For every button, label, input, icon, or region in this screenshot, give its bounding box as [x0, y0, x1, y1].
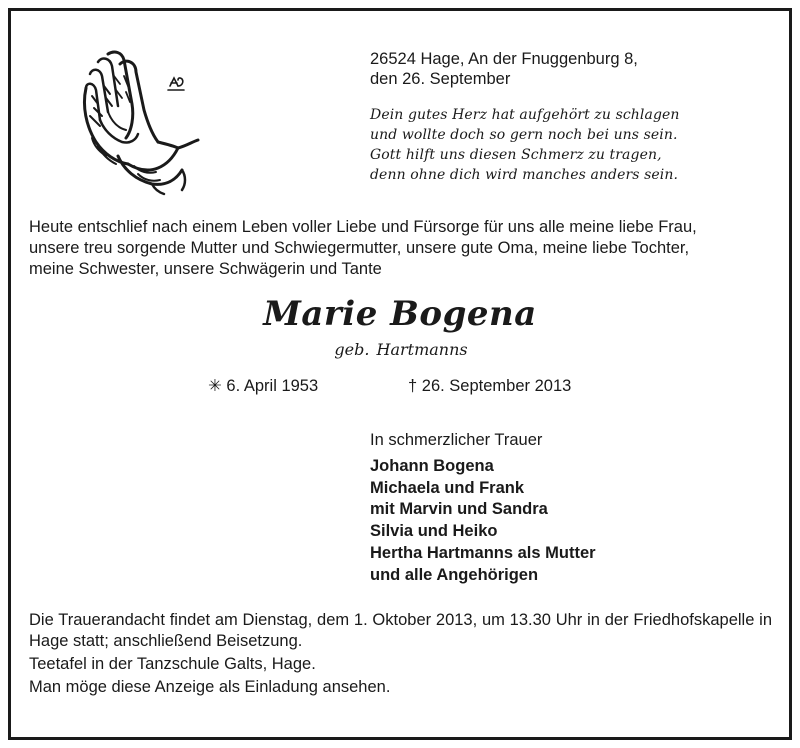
address-line: 26524 Hage, An der Fnuggenburg 8,: [370, 50, 638, 68]
deceased-name: Marie Bogena: [263, 294, 537, 334]
address-block: [370, 49, 638, 89]
mourners-list: [370, 456, 596, 586]
intro-text: [29, 217, 774, 280]
poem-line: Gott hilft uns diesen Schmerz zu tragen,: [370, 147, 662, 163]
intro-line: unsere treu sorgende Mutter und Schwiegermutter, unsere gute Oma, meine liebe Tochter,: [29, 239, 690, 257]
poem: [370, 105, 680, 185]
intro-line: Heute entschlief nach einem Leben voller Liebe und Fürsorge für uns alle meine liebe Frau,: [29, 218, 697, 236]
death-date: 26. September 2013: [421, 377, 572, 395]
death-cross-icon: †: [408, 377, 418, 395]
birth-date: 6. April 1953: [226, 377, 319, 395]
poem-line: denn ohne dich wird manches anders sein.: [370, 167, 679, 183]
poem-line: und wollte doch so gern noch bei uns sein.: [370, 127, 678, 143]
poem-line: Dein gutes Herz hat aufgehört zu schlagen: [370, 107, 680, 123]
death-date-line: [408, 376, 571, 396]
service-info: [29, 610, 772, 698]
mourners-lead: In schmerzlicher Trauer: [370, 431, 543, 449]
invitation-text: Man möge diese Anzeige als Einladung ansehen.: [29, 678, 391, 696]
mourner-name: Silvia und Heiko: [370, 522, 498, 540]
birth-star-icon: ✳: [208, 377, 222, 395]
reception-text: Teetafel in der Tanzschule Galts, Hage.: [29, 655, 316, 673]
maiden-name-line: [0, 340, 800, 360]
mourner-name: und alle Angehörigen: [370, 566, 539, 584]
mourners-block: [370, 430, 596, 586]
intro-line: meine Schwester, unsere Schwägerin und Tante: [29, 260, 382, 278]
mourner-name: mit Marvin und Sandra: [370, 500, 548, 518]
mourner-name: Hertha Hartmanns als Mutter: [370, 544, 596, 562]
mourner-name: Johann Bogena: [370, 457, 494, 475]
maiden-prefix: geb.: [334, 340, 370, 359]
birth-date-line: [208, 376, 318, 396]
ceremony-text: Die Trauerandacht findet am Dienstag, dem 1. Oktober 2013, um 13.30 Uhr in der Friedhofskapelle in Hage statt; anschließend Beisetzung.: [29, 611, 772, 650]
date-line: den 26. September: [370, 70, 511, 88]
praying-hands-icon: [78, 46, 208, 196]
mourner-name: Michaela und Frank: [370, 479, 525, 497]
maiden-name: Hartmanns: [376, 340, 468, 359]
